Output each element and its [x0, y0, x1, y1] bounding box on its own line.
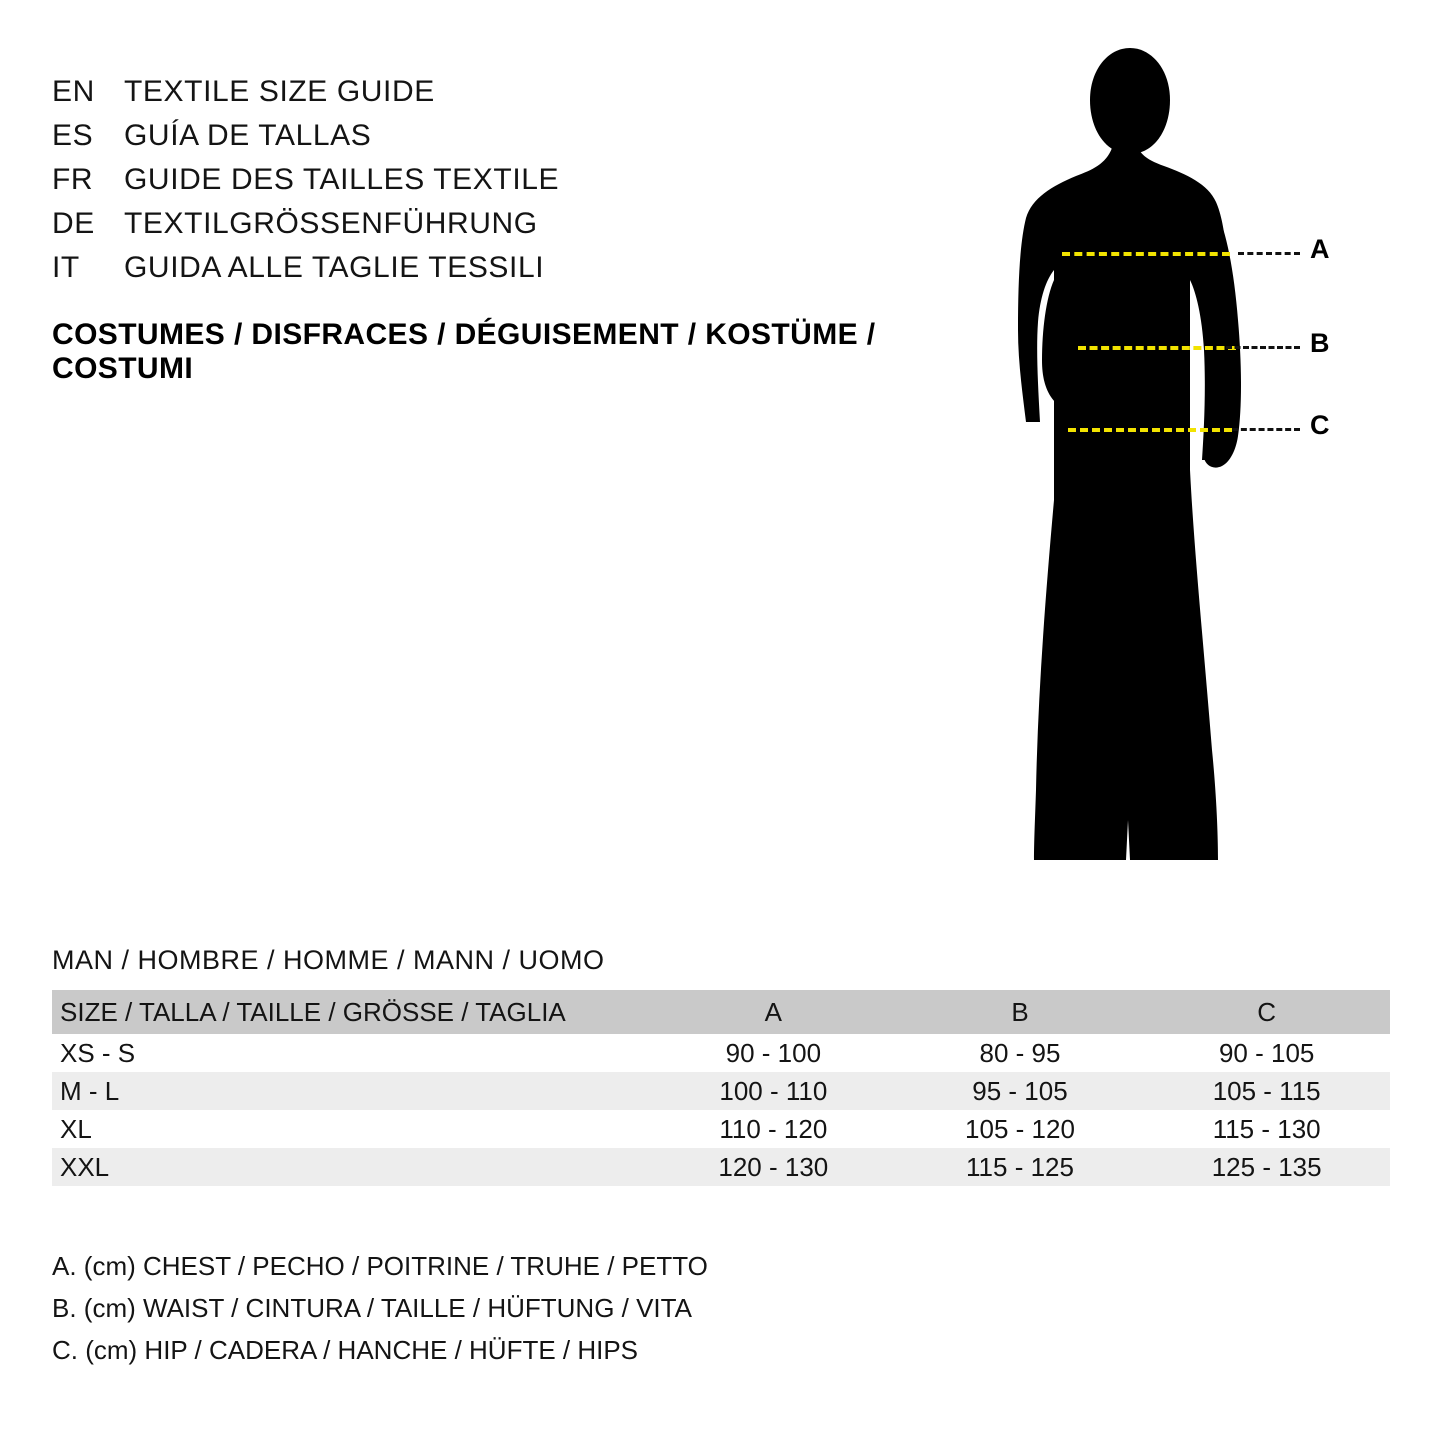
legend-line-a: A. (cm) CHEST / PECHO / POITRINE / TRUHE / PETTO: [52, 1251, 708, 1281]
cell-size: XL: [52, 1110, 650, 1148]
size-table-body: [52, 1034, 1390, 1186]
hip-marker-label-c: C: [1310, 410, 1330, 440]
table-row: [52, 1034, 1390, 1072]
chest-measure-line: [1062, 252, 1230, 256]
cell-size: XXL: [52, 1148, 650, 1186]
language-text-fr: GUIDE DES TAILLES TEXTILE: [124, 163, 560, 196]
language-code-it: IT: [52, 251, 80, 284]
cell-c: 90 - 105: [1143, 1034, 1390, 1072]
cell-size: M - L: [52, 1072, 650, 1110]
waist-marker-label-b: B: [1310, 328, 1330, 358]
chest-leader-line: [1238, 252, 1300, 255]
language-text-it: GUIDA ALLE TAGLIE TESSILI: [124, 251, 545, 284]
chest-marker-label-a: A: [1310, 234, 1330, 264]
figure-illustration: [980, 30, 1400, 910]
cell-b: 115 - 125: [897, 1148, 1144, 1186]
table-caption: MAN / HOMBRE / HOMME / MANN / UOMO: [52, 945, 605, 975]
language-row-de: [52, 202, 1002, 246]
size-table: [52, 990, 1390, 1186]
hip-measure-line: [1068, 428, 1232, 432]
cell-c: 125 - 135: [1143, 1148, 1390, 1186]
header-c: C: [1143, 990, 1390, 1034]
cell-b: 105 - 120: [897, 1110, 1144, 1148]
hip-leader-line: [1232, 428, 1300, 431]
language-header-block: [52, 70, 1002, 386]
language-text-es: GUÍA DE TALLAS: [124, 119, 372, 152]
header-b: B: [897, 990, 1144, 1034]
table-header-row: [52, 990, 1390, 1034]
cell-b: 95 - 105: [897, 1072, 1144, 1110]
cell-b: 80 - 95: [897, 1034, 1144, 1072]
cell-c: 105 - 115: [1143, 1072, 1390, 1110]
size-table-section: [52, 945, 1392, 1186]
table-row: [52, 1110, 1390, 1148]
legend-line-b: B. (cm) WAIST / CINTURA / TAILLE / HÜFTUNG / VITA: [52, 1293, 692, 1323]
legend-line-c: C. (cm) HIP / CADERA / HANCHE / HÜFTE / HIPS: [52, 1335, 639, 1365]
language-code-de: DE: [52, 207, 95, 240]
language-row-fr: [52, 158, 1002, 202]
language-row-en: [52, 70, 1002, 114]
size-table-head: [52, 990, 1390, 1034]
measurement-legend: [52, 1245, 708, 1371]
language-text-en: TEXTILE SIZE GUIDE: [124, 75, 435, 108]
language-row-it: [52, 246, 1002, 290]
language-text-de: TEXTILGRÖSSENFÜHRUNG: [124, 207, 538, 240]
table-row: [52, 1148, 1390, 1186]
language-code-es: ES: [52, 119, 94, 152]
language-row-es: [52, 114, 1002, 158]
language-code-en: EN: [52, 75, 95, 108]
header-size: SIZE / TALLA / TAILLE / GRÖSSE / TAGLIA: [52, 990, 650, 1034]
cell-c: 115 - 130: [1143, 1110, 1390, 1148]
cell-size: XS - S: [52, 1034, 650, 1072]
waist-leader-line: [1226, 346, 1300, 349]
language-code-fr: FR: [52, 163, 94, 196]
waist-measure-line: [1078, 346, 1236, 350]
cell-a: 110 - 120: [650, 1110, 897, 1148]
male-silhouette-icon: [980, 30, 1400, 910]
cell-a: 120 - 130: [650, 1148, 897, 1186]
costumes-subtitle: COSTUMES / DISFRACES / DÉGUISEMENT / KOSTÜME / COSTUMI: [52, 318, 876, 385]
table-row: [52, 1072, 1390, 1110]
header-a: A: [650, 990, 897, 1034]
cell-a: 90 - 100: [650, 1034, 897, 1072]
cell-a: 100 - 110: [650, 1072, 897, 1110]
